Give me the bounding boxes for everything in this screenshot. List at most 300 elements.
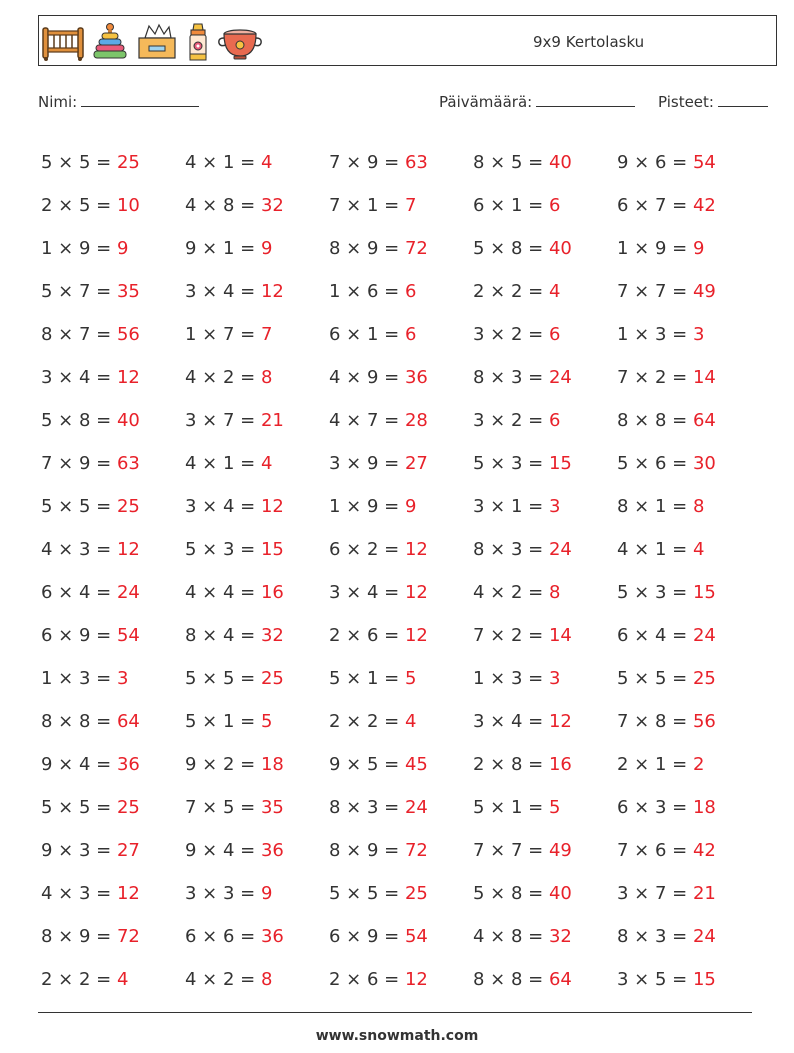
problem-question: 9 × 4 = [185, 840, 261, 861]
problem-question: 2 × 2 = [329, 711, 405, 732]
name-label: Nimi: [38, 93, 78, 111]
problem-question: 2 × 1 = [617, 754, 693, 775]
problem-question: 8 × 3 = [473, 367, 549, 388]
crib-icon [41, 22, 85, 62]
problem-answer: 12 [116, 367, 140, 388]
problem-answer: 3 [692, 324, 705, 345]
problem-question: 4 × 1 = [185, 152, 261, 173]
problem-cell [41, 238, 185, 259]
problem-question: 7 × 8 = [617, 711, 693, 732]
problem-question: 7 × 9 = [329, 152, 405, 173]
problem-question: 6 × 9 = [41, 625, 117, 646]
score-label: Pisteet: [658, 93, 714, 111]
problem-answer: 12 [116, 883, 140, 904]
problem-question: 6 × 6 = [185, 926, 261, 947]
problem-question: 5 × 5 = [329, 883, 405, 904]
problem-cell [329, 367, 473, 388]
problem-answer: 8 [692, 496, 705, 517]
problem-answer: 12 [260, 281, 284, 302]
problem-cell [329, 969, 473, 990]
problem-answer: 4 [404, 711, 417, 732]
problem-cell [41, 496, 185, 517]
problem-question: 8 × 8 = [617, 410, 693, 431]
problem-question: 9 × 5 = [329, 754, 405, 775]
problem-question: 8 × 9 = [329, 840, 405, 861]
problem-question: 4 × 7 = [329, 410, 405, 431]
problem-answer: 4 [116, 969, 129, 990]
problem-cell [617, 883, 761, 904]
problem-answer: 3 [548, 496, 561, 517]
problem-cell [41, 969, 185, 990]
problem-question: 3 × 2 = [473, 324, 549, 345]
problem-question: 9 × 6 = [617, 152, 693, 173]
problem-answer: 5 [548, 797, 561, 818]
problem-question: 4 × 8 = [473, 926, 549, 947]
problem-cell [41, 883, 185, 904]
problem-answer: 12 [116, 539, 140, 560]
problem-cell [617, 668, 761, 689]
problem-cell [329, 496, 473, 517]
problem-answer: 54 [116, 625, 140, 646]
problem-row [41, 743, 761, 786]
problem-question: 8 × 8 = [473, 969, 549, 990]
problem-answer: 25 [116, 496, 140, 517]
problem-answer: 21 [260, 410, 284, 431]
problem-row [41, 872, 761, 915]
problem-answer: 3 [116, 668, 129, 689]
problem-answer: 36 [116, 754, 140, 775]
problem-cell [473, 539, 617, 560]
problem-cell [617, 453, 761, 474]
problem-answer: 24 [404, 797, 428, 818]
problem-cell [329, 797, 473, 818]
problem-cell [473, 453, 617, 474]
problem-answer: 54 [692, 152, 716, 173]
problem-row [41, 614, 761, 657]
problem-question: 4 × 1 = [185, 453, 261, 474]
problem-answer: 14 [548, 625, 572, 646]
problem-answer: 12 [404, 582, 428, 603]
problem-grid [41, 141, 761, 1001]
problem-cell [185, 969, 329, 990]
problem-question: 3 × 7 = [185, 410, 261, 431]
problem-question: 6 × 4 = [41, 582, 117, 603]
problem-question: 2 × 8 = [473, 754, 549, 775]
problem-answer: 15 [548, 453, 572, 474]
problem-cell [617, 840, 761, 861]
problem-cell [329, 281, 473, 302]
problem-answer: 9 [404, 496, 417, 517]
problem-question: 8 × 3 = [617, 926, 693, 947]
problem-question: 7 × 7 = [473, 840, 549, 861]
problem-row [41, 915, 761, 958]
problem-cell [185, 410, 329, 431]
problem-answer: 7 [260, 324, 273, 345]
problem-cell [41, 797, 185, 818]
problem-answer: 49 [548, 840, 572, 861]
problem-answer: 64 [692, 410, 716, 431]
problem-cell [329, 152, 473, 173]
problem-cell [473, 195, 617, 216]
problem-answer: 42 [692, 195, 716, 216]
problem-cell [617, 152, 761, 173]
problem-answer: 18 [692, 797, 716, 818]
problem-answer: 4 [548, 281, 561, 302]
problem-answer: 16 [548, 754, 572, 775]
problem-question: 1 × 3 = [617, 324, 693, 345]
problem-question: 3 × 2 = [473, 410, 549, 431]
problem-cell [617, 324, 761, 345]
problem-question: 3 × 4 = [185, 496, 261, 517]
problem-question: 5 × 7 = [41, 281, 117, 302]
problem-answer: 6 [404, 324, 417, 345]
problem-question: 8 × 4 = [185, 625, 261, 646]
problem-question: 5 × 1 = [473, 797, 549, 818]
problem-cell [329, 195, 473, 216]
stacking-rings-icon [91, 22, 129, 62]
problem-question: 3 × 4 = [473, 711, 549, 732]
problem-cell [329, 668, 473, 689]
problem-cell [617, 754, 761, 775]
problem-answer: 5 [260, 711, 273, 732]
problem-row [41, 657, 761, 700]
score-blank[interactable] [718, 92, 768, 107]
problem-cell [473, 152, 617, 173]
problem-cell [329, 324, 473, 345]
problem-answer: 25 [116, 797, 140, 818]
problem-question: 3 × 4 = [41, 367, 117, 388]
problem-question: 9 × 2 = [185, 754, 261, 775]
problem-row [41, 313, 761, 356]
problem-cell [473, 883, 617, 904]
problem-answer: 32 [548, 926, 572, 947]
problem-cell [185, 582, 329, 603]
worksheet-title: 9x9 Kertolasku [533, 33, 645, 51]
problem-question: 9 × 1 = [185, 238, 261, 259]
problem-answer: 12 [260, 496, 284, 517]
problem-question: 2 × 2 = [41, 969, 117, 990]
problem-cell [185, 195, 329, 216]
problem-cell [473, 711, 617, 732]
problem-cell [329, 625, 473, 646]
problem-answer: 12 [548, 711, 572, 732]
problem-cell [617, 496, 761, 517]
problem-cell [41, 668, 185, 689]
problem-question: 6 × 9 = [329, 926, 405, 947]
problem-question: 7 × 7 = [617, 281, 693, 302]
problem-question: 4 × 8 = [185, 195, 261, 216]
problem-question: 5 × 6 = [617, 453, 693, 474]
problem-question: 9 × 3 = [41, 840, 117, 861]
problem-question: 4 × 2 = [185, 367, 261, 388]
problem-answer: 64 [548, 969, 572, 990]
problem-question: 8 × 5 = [473, 152, 549, 173]
date-field[interactable] [439, 92, 635, 111]
problem-cell [617, 969, 761, 990]
problem-question: 4 × 2 = [185, 969, 261, 990]
problem-cell [185, 152, 329, 173]
problem-cell [41, 582, 185, 603]
problem-question: 7 × 1 = [329, 195, 405, 216]
problem-question: 3 × 7 = [617, 883, 693, 904]
problem-question: 1 × 9 = [617, 238, 693, 259]
problem-cell [41, 539, 185, 560]
problem-answer: 32 [260, 625, 284, 646]
problem-answer: 27 [116, 840, 140, 861]
problem-cell [617, 410, 761, 431]
problem-cell [617, 195, 761, 216]
problem-answer: 56 [692, 711, 716, 732]
problem-answer: 8 [548, 582, 561, 603]
problem-answer: 3 [548, 668, 561, 689]
problem-cell [473, 238, 617, 259]
problem-answer: 14 [692, 367, 716, 388]
problem-row [41, 485, 761, 528]
problem-answer: 25 [404, 883, 428, 904]
problem-question: 3 × 1 = [473, 496, 549, 517]
problem-row [41, 356, 761, 399]
problem-question: 3 × 4 = [329, 582, 405, 603]
problem-question: 4 × 3 = [41, 539, 117, 560]
problem-question: 5 × 5 = [185, 668, 261, 689]
problem-question: 2 × 6 = [329, 969, 405, 990]
problem-cell [473, 410, 617, 431]
footer-divider [38, 1012, 752, 1013]
problem-question: 3 × 5 = [617, 969, 693, 990]
problem-question: 8 × 8 = [41, 711, 117, 732]
problem-answer: 9 [260, 883, 273, 904]
problem-answer: 18 [260, 754, 284, 775]
problem-question: 2 × 2 = [473, 281, 549, 302]
date-label: Päivämäärä: [439, 93, 533, 111]
problem-question: 4 × 3 = [41, 883, 117, 904]
problem-cell [185, 797, 329, 818]
problem-question: 6 × 1 = [329, 324, 405, 345]
problem-question: 2 × 6 = [329, 625, 405, 646]
problem-answer: 6 [548, 410, 561, 431]
problem-question: 8 × 1 = [617, 496, 693, 517]
problem-question: 4 × 9 = [329, 367, 405, 388]
problem-question: 5 × 5 = [41, 152, 117, 173]
problem-cell [329, 238, 473, 259]
problem-question: 1 × 6 = [329, 281, 405, 302]
problem-cell [41, 410, 185, 431]
problem-cell [329, 926, 473, 947]
problem-row [41, 141, 761, 184]
problem-row [41, 829, 761, 872]
problem-answer: 24 [548, 539, 572, 560]
problem-answer: 72 [116, 926, 140, 947]
problem-question: 5 × 8 = [41, 410, 117, 431]
problem-question: 4 × 4 = [185, 582, 261, 603]
problem-cell [473, 496, 617, 517]
problem-cell [41, 324, 185, 345]
problem-answer: 24 [692, 926, 716, 947]
problem-question: 5 × 8 = [473, 238, 549, 259]
problem-row [41, 528, 761, 571]
problem-question: 7 × 6 = [617, 840, 693, 861]
problem-cell [473, 582, 617, 603]
problem-cell [329, 840, 473, 861]
problem-cell [41, 840, 185, 861]
problem-answer: 12 [404, 969, 428, 990]
problem-answer: 25 [692, 668, 716, 689]
problem-answer: 10 [116, 195, 140, 216]
problem-question: 5 × 3 = [185, 539, 261, 560]
problem-cell [617, 367, 761, 388]
problem-question: 4 × 1 = [617, 539, 693, 560]
baby-bottle-icon [185, 22, 211, 62]
problem-question: 8 × 9 = [41, 926, 117, 947]
problem-cell [41, 453, 185, 474]
problem-answer: 36 [260, 840, 284, 861]
problem-cell [473, 754, 617, 775]
problem-cell [41, 152, 185, 173]
problem-answer: 72 [404, 238, 428, 259]
problem-answer: 49 [692, 281, 716, 302]
problem-question: 7 × 2 = [617, 367, 693, 388]
problem-cell [617, 582, 761, 603]
problem-answer: 28 [404, 410, 428, 431]
problem-cell [41, 754, 185, 775]
problem-cell [617, 926, 761, 947]
problem-answer: 72 [404, 840, 428, 861]
problem-answer: 6 [548, 195, 561, 216]
problem-cell [185, 840, 329, 861]
name-field[interactable] [38, 92, 199, 111]
problem-cell [329, 582, 473, 603]
problem-question: 8 × 3 = [329, 797, 405, 818]
problem-cell [185, 668, 329, 689]
problem-answer: 25 [116, 152, 140, 173]
problem-cell [185, 625, 329, 646]
problem-cell [41, 926, 185, 947]
problem-cell [617, 281, 761, 302]
problem-answer: 42 [692, 840, 716, 861]
problem-cell [617, 711, 761, 732]
problem-answer: 32 [260, 195, 284, 216]
problem-answer: 4 [260, 152, 273, 173]
problem-cell [617, 539, 761, 560]
problem-cell [185, 496, 329, 517]
problem-question: 5 × 5 = [41, 797, 117, 818]
baby-bowl-icon [217, 22, 263, 62]
worksheet-header [38, 15, 777, 66]
problem-cell [185, 711, 329, 732]
problem-row [41, 270, 761, 313]
problem-question: 7 × 5 = [185, 797, 261, 818]
problem-answer: 25 [260, 668, 284, 689]
problem-question: 5 × 1 = [329, 668, 405, 689]
problem-answer: 4 [260, 453, 273, 474]
problem-cell [617, 797, 761, 818]
problem-answer: 9 [116, 238, 129, 259]
problem-answer: 30 [692, 453, 716, 474]
problem-cell [473, 840, 617, 861]
score-field[interactable] [658, 92, 768, 111]
problem-answer: 2 [692, 754, 705, 775]
problem-cell [473, 797, 617, 818]
problem-answer: 15 [260, 539, 284, 560]
problem-question: 7 × 2 = [473, 625, 549, 646]
problem-cell [473, 367, 617, 388]
problem-answer: 63 [404, 152, 428, 173]
problem-cell [617, 625, 761, 646]
problem-answer: 36 [260, 926, 284, 947]
problem-answer: 21 [692, 883, 716, 904]
problem-question: 5 × 1 = [185, 711, 261, 732]
problem-question: 6 × 3 = [617, 797, 693, 818]
date-blank[interactable] [536, 92, 635, 107]
problem-question: 5 × 5 = [41, 496, 117, 517]
problem-answer: 54 [404, 926, 428, 947]
footer-url: www.snowmath.com [315, 1028, 479, 1044]
problem-answer: 24 [116, 582, 140, 603]
problem-answer: 15 [692, 969, 716, 990]
problem-answer: 16 [260, 582, 284, 603]
problem-question: 6 × 4 = [617, 625, 693, 646]
problem-question: 3 × 4 = [185, 281, 261, 302]
problem-answer: 27 [404, 453, 428, 474]
problem-cell [329, 453, 473, 474]
problem-cell [185, 281, 329, 302]
problem-answer: 6 [404, 281, 417, 302]
problem-answer: 12 [404, 625, 428, 646]
problem-question: 8 × 3 = [473, 539, 549, 560]
header-icons [41, 20, 263, 64]
problem-question: 5 × 8 = [473, 883, 549, 904]
problem-cell [185, 238, 329, 259]
problem-question: 1 × 9 = [329, 496, 405, 517]
problem-answer: 6 [548, 324, 561, 345]
problem-answer: 12 [404, 539, 428, 560]
problem-cell [473, 926, 617, 947]
problem-cell [329, 711, 473, 732]
problem-row [41, 399, 761, 442]
problem-cell [41, 281, 185, 302]
problem-cell [617, 238, 761, 259]
problem-question: 3 × 3 = [185, 883, 261, 904]
problem-question: 5 × 3 = [617, 582, 693, 603]
problem-answer: 7 [404, 195, 417, 216]
problem-answer: 35 [260, 797, 284, 818]
problem-question: 1 × 9 = [41, 238, 117, 259]
problem-answer: 40 [548, 152, 572, 173]
problem-question: 6 × 7 = [617, 195, 693, 216]
problem-question: 1 × 7 = [185, 324, 261, 345]
problem-answer: 40 [548, 883, 572, 904]
problem-question: 4 × 2 = [473, 582, 549, 603]
problem-cell [329, 410, 473, 431]
problem-question: 6 × 2 = [329, 539, 405, 560]
problem-answer: 24 [548, 367, 572, 388]
problem-cell [185, 754, 329, 775]
problem-cell [185, 453, 329, 474]
problem-row [41, 786, 761, 829]
problem-cell [329, 754, 473, 775]
problem-answer: 9 [260, 238, 273, 259]
problem-answer: 63 [116, 453, 140, 474]
problem-row [41, 700, 761, 743]
problem-row [41, 442, 761, 485]
problem-answer: 15 [692, 582, 716, 603]
problem-cell [185, 926, 329, 947]
name-blank[interactable] [81, 92, 199, 107]
problem-answer: 24 [692, 625, 716, 646]
problem-question: 6 × 1 = [473, 195, 549, 216]
problem-answer: 5 [404, 668, 417, 689]
problem-cell [41, 625, 185, 646]
